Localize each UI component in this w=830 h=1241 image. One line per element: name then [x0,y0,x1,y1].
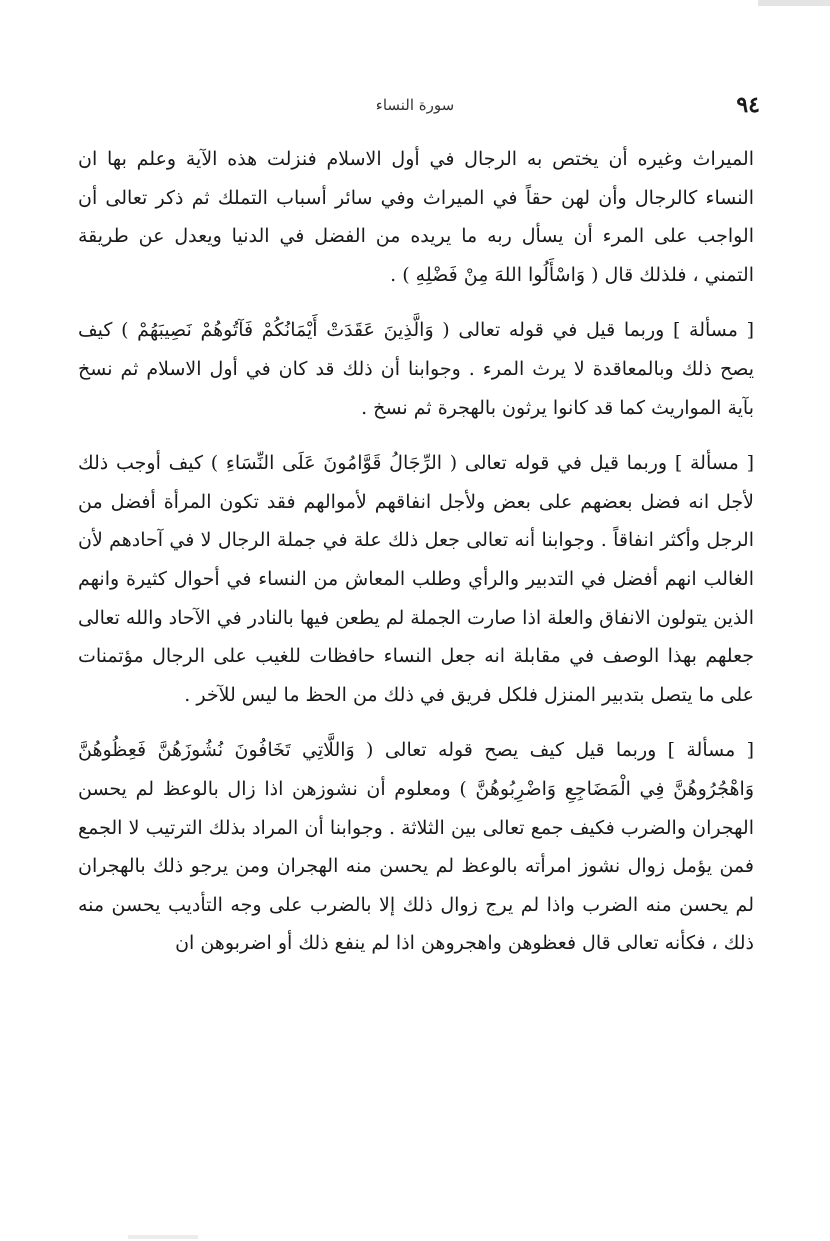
text-run: كيف يصح ذلك وبالمعاقدة لا يرث المرء . وجوابنا أن ذلك قد كان في أول الاسلام ثم نسخ بآية المواريث كما قد كانوا يرثون بالهجرة ثم نسخ . [78,319,754,419]
page-number: ٩٤ [736,92,760,118]
text-run: الميراث وغيره أن يختص به الرجال في أول الاسلام فنزلت هذه الآية وعلم بها ان النساء كالرجال وأن لهن حقاً في الميراث وفي سائر أسباب التملك ثم ذكر تعالى أن الواجب على المرء أن يسأل ربه ما يريده من الفضل في الدنيا ويعدل عن طريقة التمني ، فلذلك قال [78,148,754,286]
text-run: وربما قيل في قوله تعالى [457,452,675,475]
text-run: . [390,263,403,286]
quran-quote: ( وَاسْأَلُوا اللهَ مِنْ فَضْلِهِ ) [402,263,599,286]
scan-artifact [758,0,830,6]
text-run: ومعلوم أن نشوزهن اذا زال بالوعظ لم يحسن الهجران والضرب فكيف جمع تعالى بين الثلاثة . وجوابنا أن المراد بذلك الترتيب لا الجمع فمن يؤمل زوال نشوز امرأته بالوعظ لم يحسن منه الهجران ومن يرجو ذلك بالهجران لم يحسن منه الضرب واذا لم يرج زوال ذلك إلا بالضرب على وجه التأديب يحسن منه ذلك ، فكأنه تعالى قال فعظوهن واهجروهن اذا لم ينفع ذلك أو اضربوهن ان [78,777,754,955]
text-run: وربما قيل في قوله تعالى [449,319,673,342]
masala-label: [ مسألة ] [667,739,755,762]
scan-artifact [128,1235,198,1239]
masala-label: [ مسألة ] [672,319,754,342]
quran-quote: ( وَاللَّاتِي تَخَافُونَ نُشُوزَهُنَّ فَعِظُوهُنَّ وَاهْجُرُوهُنَّ فِي الْمَضَاجِعِ وَاضْرِبُوهُنَّ ) [78,739,754,800]
paragraph [78,311,754,427]
body-text [78,140,754,963]
text-run: وربما قيل كيف يصح قوله تعالى [373,739,668,762]
masala-label: [ مسألة ] [674,452,755,475]
quran-quote: ( وَالَّذِينَ عَقَدَتْ أَيْمَانُكُمْ فَآتُوهُمْ نَصِيبَهُمْ ) [121,319,450,342]
text-run: كيف أوجب ذلك لأجل انه فضل بعضهم على بعض ولأجل انفاقهم لأموالهم فقد تكون المرأة أفضل من الرجل وأكثر انفاقاً . وجوابنا أنه تعالى جعل ذلك علة في جملة الرجال لا في آحادهم لأن الغالب انهم أفضل في التدبير والرأي وطلب المعاش من النساء في أحوال كثيرة وانهم الذين يتولون الانفاق والعلة اذا صارت الجملة لم يطعن فيها بالنادر في الآحاد والله تعالى جعلهم بهذا الوصف في مقابلة انه جعل النساء حافظات للغيب على الرجال مؤتمنات على ما يتصل بتدبير المنزل فلكل فريق في ذلك من الحظ ما ليس للآخر . [78,452,754,706]
quran-quote: ( الرِّجَالُ قَوَّامُونَ عَلَى النِّسَاءِ ) [210,452,458,475]
paragraph [78,444,754,714]
page-header [70,92,760,120]
paragraph [78,140,754,294]
paragraph [78,731,754,963]
running-title: سورة النساء [375,96,455,114]
